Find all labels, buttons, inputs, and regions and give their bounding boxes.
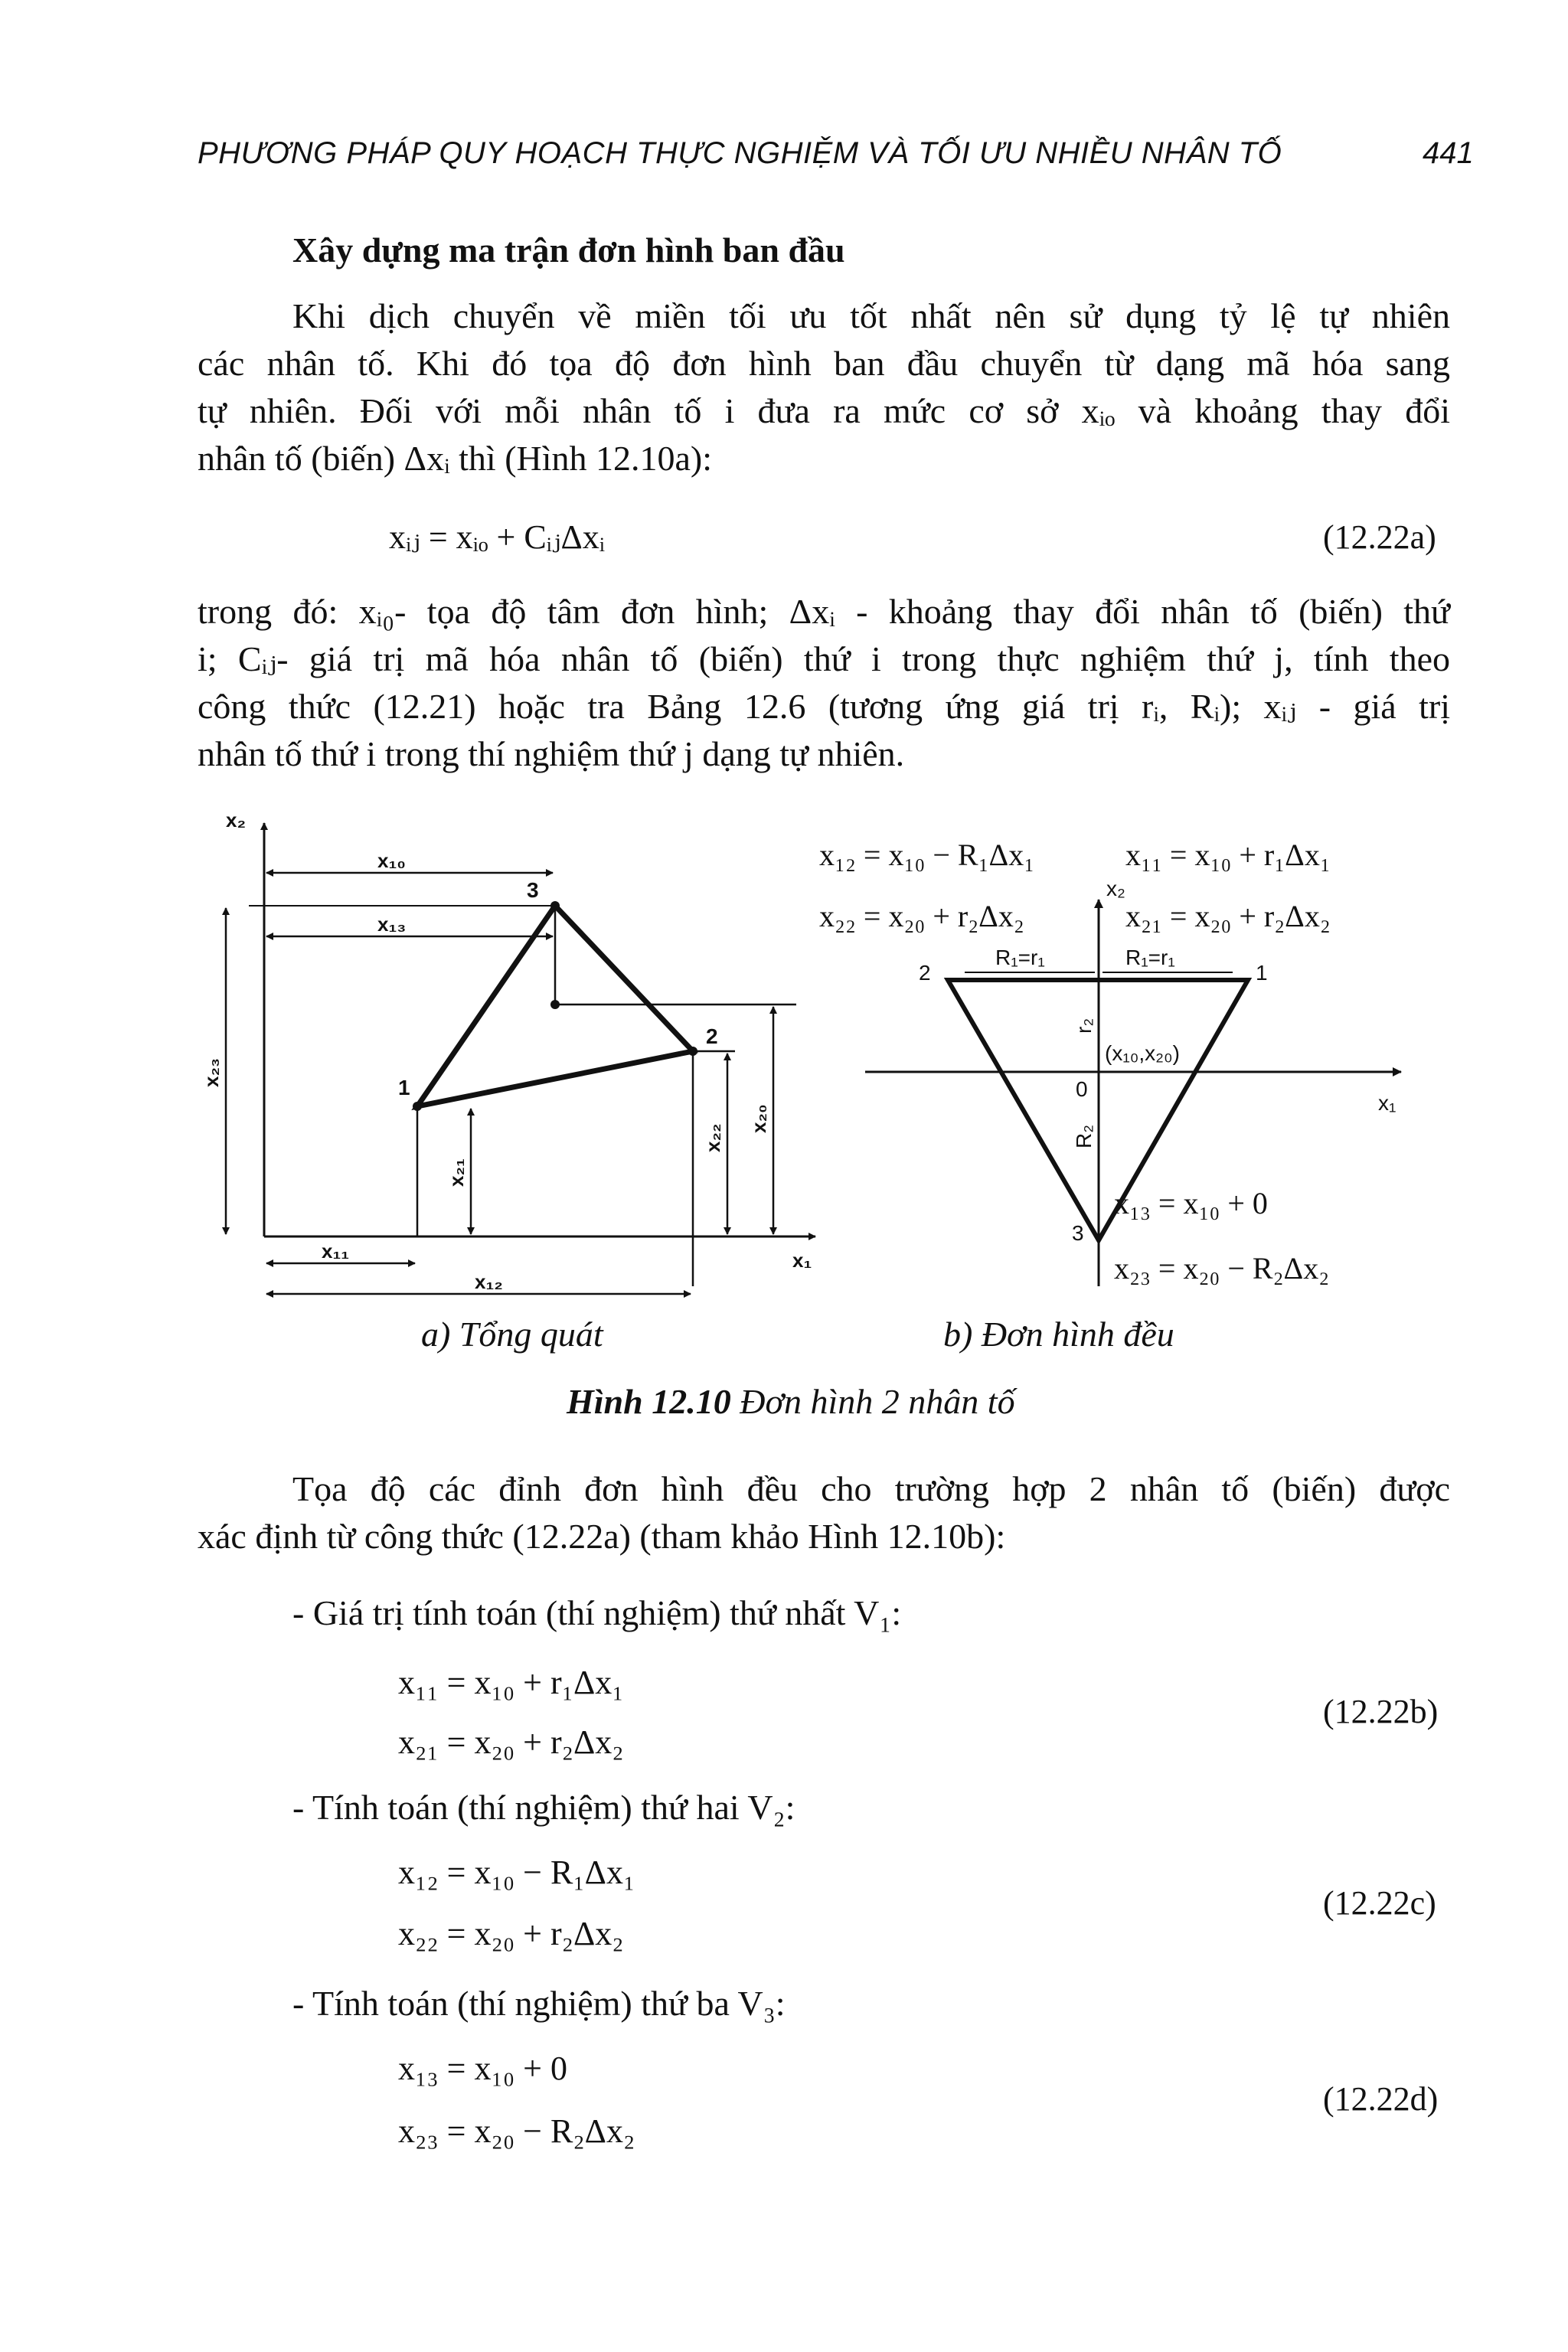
dim-label: x₂₂ (701, 1123, 724, 1152)
equation-12-22a: xᵢⱼ = xᵢₒ + CᵢⱼΔxᵢ (389, 518, 605, 556)
vertex-label-2: 2 (919, 961, 931, 985)
where-line: trong đó: xᵢ₀- tọa độ tâm đơn hình; Δxᵢ - khoảng thay đổi nhân tố (biến) thứ (198, 592, 1450, 631)
formula-x11: x₁₁ = x₁₀ + r₁Δx₁ (1125, 838, 1331, 872)
vertex-label-3: 3 (1072, 1221, 1084, 1245)
equation-number: (12.22d) (1323, 2080, 1439, 2118)
vertex-1-dot (413, 1102, 422, 1111)
running-header (198, 136, 1282, 171)
item-label-v2: - Tính toán (thí nghiệm) thứ hai V₂: (292, 1788, 795, 1827)
where-paragraph (198, 588, 1450, 778)
label-R2: R₂ (1072, 1124, 1096, 1148)
intro-line: các nhân tố. Khi đó tọa độ đơn hình ban đầu chuyển từ dạng mã hóa sang (198, 344, 1450, 383)
figure-a-general-simplex (200, 808, 819, 1302)
dim-label: x₂₀ (747, 1104, 770, 1133)
formula-x22: x₂₂ = x₂₀ + r₂Δx₂ (819, 899, 1024, 933)
where-line: nhân tố thứ i trong thí nghiệm thứ j dạng tự nhiên. (198, 734, 905, 773)
equation-x13: x₁₃ = x₁₀ + 0 (398, 2050, 567, 2087)
equation-x21: x₂₁ = x₂₀ + r₂Δx₂ (398, 1723, 624, 1761)
intro-line: tự nhiên. Đối với mỗi nhân tố i đưa ra mức cơ sở xᵢₒ và khoảng thay đổi (198, 391, 1450, 430)
dim-label: x₁₀ (377, 849, 406, 872)
figure-b-regular-simplex (812, 827, 1439, 1302)
equation-number: (12.22c) (1323, 1884, 1436, 1922)
figure-title (567, 1381, 1015, 1422)
equation-x22: x₂₂ = x₂₀ + r₂Δx₂ (398, 1915, 624, 1952)
caption-b: b) Đơn hình đều (943, 1315, 1174, 1354)
origin-label: 0 (1076, 1077, 1088, 1101)
formula-x23: x₂₃ = x₂₀ − R₂Δx₂ (1114, 1251, 1330, 1285)
vertex-3-dot (550, 901, 560, 910)
dim-label: x₁₃ (377, 913, 407, 936)
vertex-label-2: 2 (706, 1024, 718, 1048)
equation-number: (12.22a) (1323, 518, 1436, 556)
item-label-v3: - Tính toán (thí nghiệm) thứ ba V₃: (292, 1984, 786, 2023)
running-header-title: PHƯƠNG PHÁP QUY HOẠCH THỰC NGHIỆM VÀ TỐI ƯU NHIỀU NHÂN TỐ (198, 136, 1282, 170)
dim-label: x₁₁ (322, 1240, 349, 1263)
vertex-label-1: 1 (1256, 961, 1268, 985)
vertex-2-dot (688, 1047, 697, 1056)
equation-number: (12.22b) (1323, 1693, 1439, 1730)
formula-x12: x₁₂ = x₁₀ − R₁Δx₁ (819, 838, 1035, 872)
label-R1-r1-right: R₁=r₁ (1125, 946, 1175, 969)
formula-x13: x₁₃ = x₁₀ + 0 (1114, 1186, 1268, 1220)
equation-x11: x₁₁ = x₁₀ + r₁Δx₁ (398, 1664, 624, 1701)
center-label: (x₁₀,x₂₀) (1105, 1041, 1180, 1065)
section-title: Xây dựng ma trận đơn hình ban đầu (292, 230, 845, 270)
axis-label-x2: x₂ (226, 808, 247, 831)
intro-line: Khi dịch chuyển về miền tối ưu tốt nhất nên sử dụng tỷ lệ tự nhiên (292, 296, 1450, 335)
equation-x23: x₂₃ = x₂₀ − R₂Δx₂ (398, 2112, 635, 2150)
figure-title-number: Hình 12.10 (567, 1382, 731, 1421)
dim-label: x₂₃ (200, 1057, 223, 1087)
axis-label-x2: x₂ (1106, 877, 1125, 900)
intro-line: nhân tố (biến) Δxᵢ thì (Hình 12.10a): (198, 439, 713, 478)
axis-label-x1: x₁ (792, 1249, 812, 1272)
body-paragraph-2 (198, 1465, 1450, 1560)
caption-a: a) Tổng quát (421, 1315, 603, 1354)
axis-label-x1: x₁ (1378, 1091, 1396, 1115)
center-dot (550, 1000, 560, 1009)
dim-label: x₁₂ (475, 1270, 503, 1293)
equation-x12: x₁₂ = x₁₀ − R₁Δx₁ (398, 1854, 635, 1891)
label-r2: r₂ (1072, 1018, 1096, 1034)
item-label-v1: - Giá trị tính toán (thí nghiệm) thứ nhất V₁: (292, 1593, 902, 1632)
page-number: 441 (1423, 136, 1474, 170)
dim-label: x₂₁ (445, 1158, 468, 1187)
body2-line: xác định từ công thức (12.22a) (tham khảo Hình 12.10b): (198, 1517, 1006, 1556)
vertex-label-3: 3 (527, 878, 539, 902)
where-line: công thức (12.21) hoặc tra Bảng 12.6 (tương ứng giá trị rᵢ, Rᵢ); xᵢⱼ - giá trị (198, 687, 1450, 726)
figure-title-text: Đơn hình 2 nhân tố (730, 1382, 1015, 1421)
formula-x21: x₂₁ = x₂₀ + r₂Δx₂ (1125, 899, 1331, 933)
label-R1-r1-left: R₁=r₁ (995, 946, 1045, 969)
body2-line: Tọa độ các đỉnh đơn hình đều cho trường hợp 2 nhân tố (biến) được (292, 1469, 1450, 1508)
vertex-label-1: 1 (398, 1076, 410, 1099)
where-line: i; Cᵢⱼ- giá trị mã hóa nhân tố (biến) thứ i trong thực nghiệm thứ j, tính theo (198, 639, 1450, 678)
intro-paragraph (198, 292, 1450, 482)
